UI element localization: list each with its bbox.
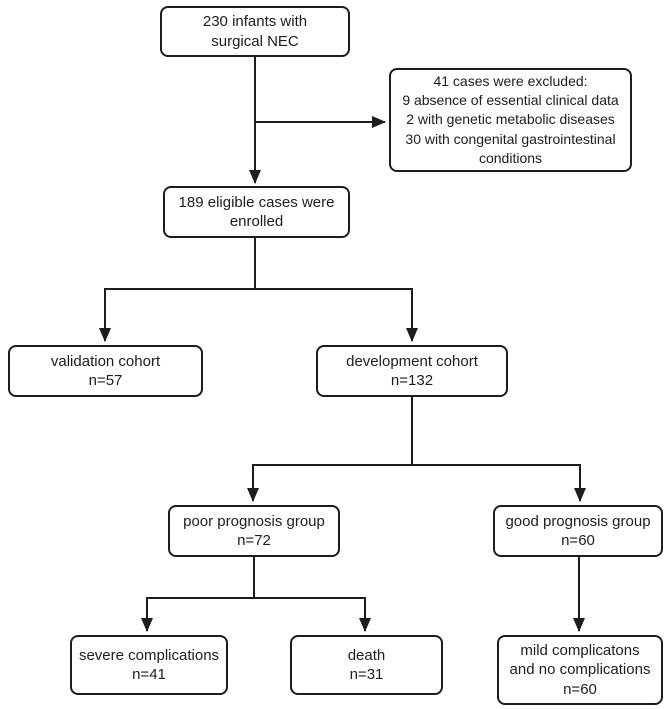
node-mild-line-1: mild complicatons [520,641,640,659]
node-infants-line-1: 230 infants with [202,13,308,30]
node-severe-line-1: severe complications [78,646,220,664]
node-death-line-1: death [347,646,386,664]
node-good-prognosis-group [493,505,663,557]
node-excluded-line-5: conditions [478,149,543,166]
node-excluded-line-4: 30 with congenital gastrointestinal [405,130,616,147]
node-validation-cohort [8,345,203,397]
node-validation-line-2: n=57 [88,372,123,389]
node-infants-230 [160,6,350,57]
node-mild-no-complications [497,635,663,705]
node-death [290,635,443,695]
node-excluded-line-1: 41 cases were excluded: [433,73,588,90]
node-severe-complications [70,635,228,695]
node-mild-line-2: and no complications [509,661,651,679]
node-mild-line-3: n=60 [563,680,597,698]
node-development-line-2: n=132 [390,372,434,389]
node-development-cohort [316,345,508,397]
node-excluded-line-2: 9 absence of essential clinical data [402,92,619,109]
node-validation-line-1: validation cohort [50,352,161,370]
node-excluded-cases [389,68,632,172]
node-good-line-1: good prognosis group [505,512,651,530]
node-development-line-1: development cohort [346,352,478,370]
node-eligible-line-2: enrolled [229,213,284,230]
node-eligible-line-1: 189 eligible cases were [178,193,335,211]
node-severe-line-2: n=41 [132,666,166,683]
node-eligible-cases [163,186,350,238]
node-good-line-2: n=60 [561,532,595,549]
node-poor-prognosis-group [168,505,340,557]
node-infants-line-2: surgical NEC [211,32,299,50]
node-death-line-2: n=31 [349,666,384,683]
node-poor-line-1: poor prognosis group [183,512,325,530]
node-excluded-line-3: 2 with genetic metabolic diseases [406,111,615,128]
node-poor-line-2: n=72 [237,532,271,549]
